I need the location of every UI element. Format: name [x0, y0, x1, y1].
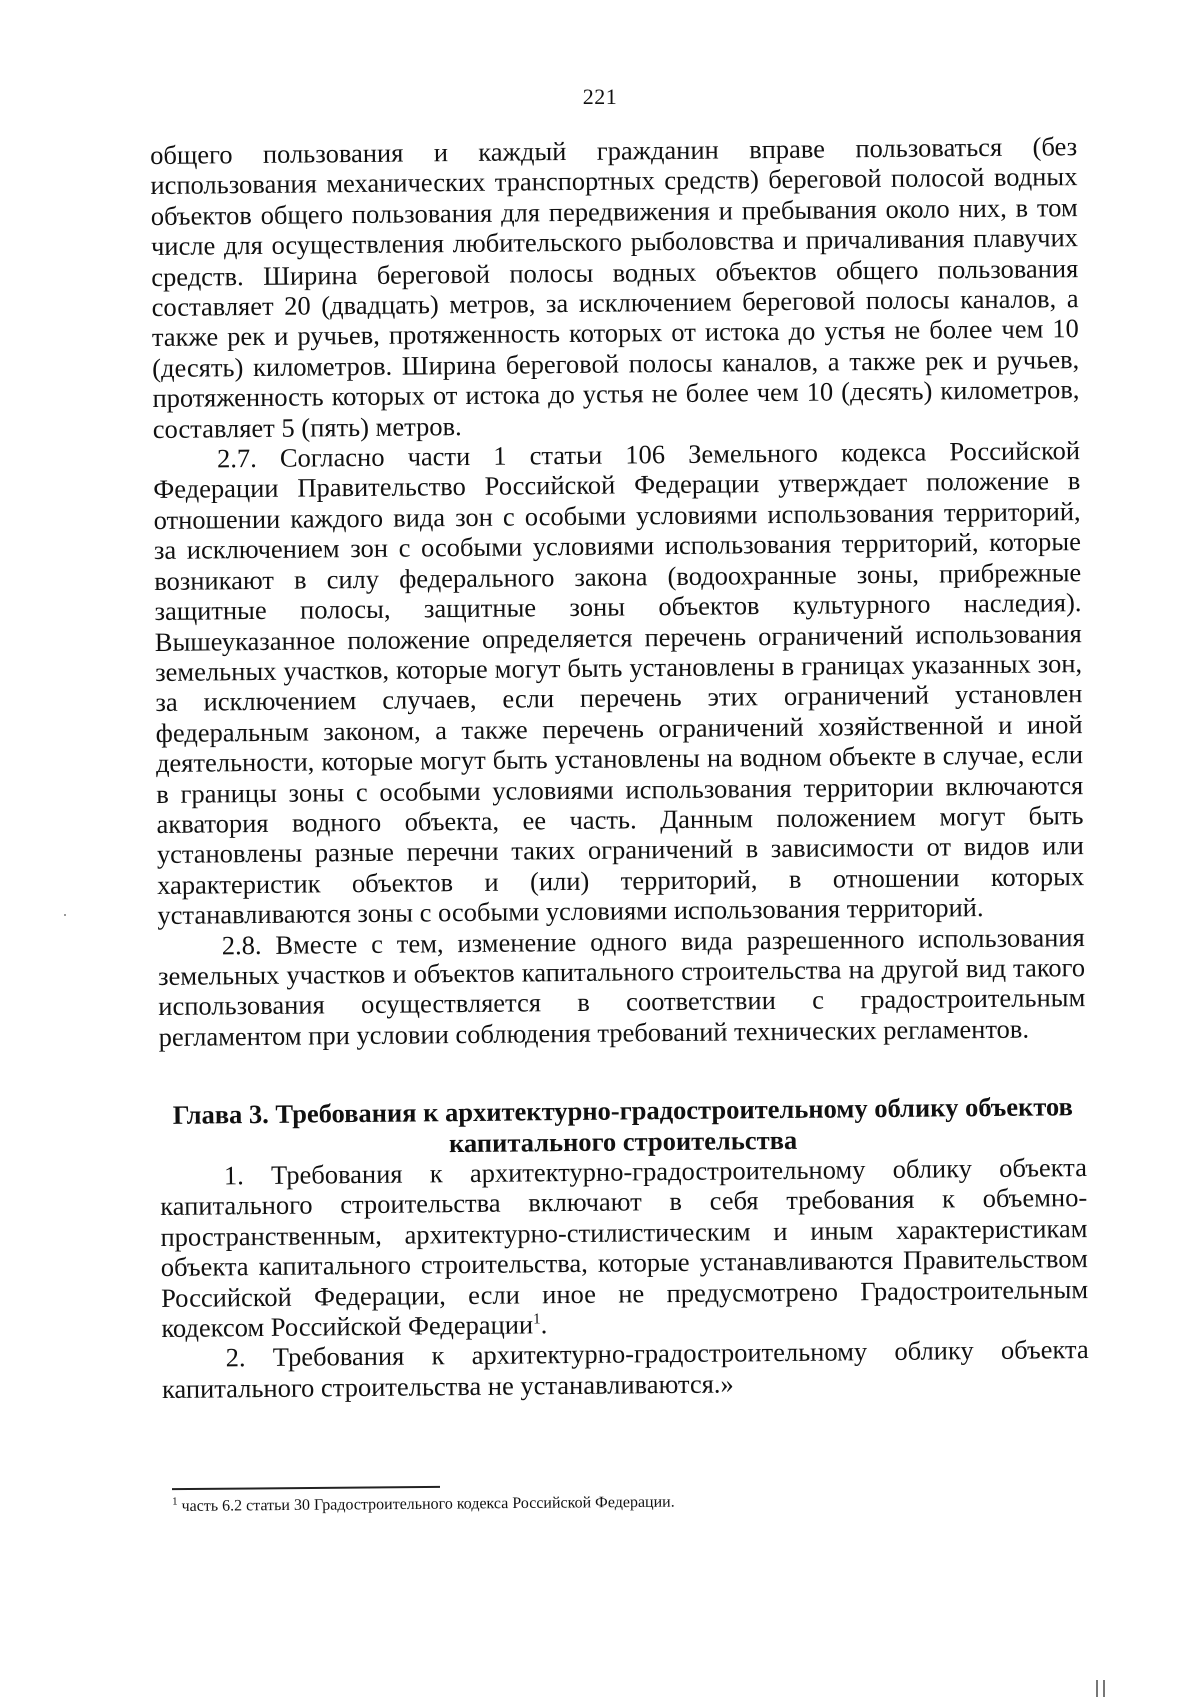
scan-edge-mark: [1103, 1680, 1105, 1697]
scan-speck: [64, 914, 66, 916]
footnote-reference: 1: [533, 1311, 541, 1328]
page-number: 221: [582, 84, 618, 109]
footnote-marker: 1: [171, 1495, 178, 1508]
paragraph-2-7: 2.7. Согласно части 1 статьи 106 Земельного кодекса Российской Федерации Правительство Российской Федерации утверждает положение в отношении каждого вида зон с особыми условиями использования территорий, за исключением зон с особыми условиями использования территорий, которые возникают в силу федерального закона (водоохранные зоны, прибрежные защитные полосы, защитные зоны объектов культурного наследия). Вышеуказанное положение определяется перечень ограничений использования земельных участков, которые могут быть установлены в границах указанных зон, за исключением случаев, если перечень этих ограничений установлен федеральным законом, а также перечень ограничений хозяйственной и иной деятельности, которые могут быть установлены на водном объекте в случае, если в границы зоны с особыми условиями использования территории включаются акватория водного объекта, ее часть. Данным положением могут быть установлены разные перечни таких ограничений в зависимости от видов или характеристик объектов и (или) территорий, в отношении которых устанавливаются зоны с особыми условиями использования территорий.: [153, 435, 1085, 931]
item-1-end: .: [540, 1309, 548, 1340]
body-text: [150, 131, 1089, 1404]
chapter-3-heading: Глава 3. Требования к архитектурно-градостроительному облику объектов капитального строительства: [172, 1091, 1074, 1158]
chapter-3-item-1: [160, 1152, 1089, 1343]
footnote: [172, 1490, 972, 1517]
item-1-text: 1. Требования к архитектурно-градостроительному облику объекта капитального строительства включают в себя требования к объемно-пространственным, архитектурно-стилистическим и иным характеристикам объекта капитального строительства, которые устанавливаются Правительством Российской Федерации, если иное не предусмотрено Градостроительным кодексом Российской Федерации: [160, 1152, 1089, 1343]
scan-edge-mark: [1096, 1680, 1098, 1697]
chapter-3-item-2: 2. Требования к архитектурно-градостроительному облику объекта капитального строительства не устанавливаются.»: [161, 1334, 1089, 1404]
footnote-text: часть 6.2 статьи 30 Градостроительного кодекса Российской Федерации.: [177, 1493, 675, 1515]
footnote-divider: [172, 1486, 440, 1490]
paragraph-2-8: 2.8. Вместе с тем, изменение одного вида разрешенного использования земельных участков и объектов капитального строительства на другой вид такого использования осуществляется в соответствии с градостроительным регламентом при условии соблюдения требований технических регламентов.: [157, 921, 1086, 1052]
paragraph-continuation: общего пользования и каждый гражданин вправе пользоваться (без использования механических транспортных средств) береговой полосой водных объектов общего пользования для передвижения и пребывания около них, в том числе для осуществления любительского рыболовства и причаливания плавучих средств. Ширина береговой полосы водных объектов общего пользования составляет 20 (двадцать) метров, за исключением береговой полосы каналов, а также рек и ручьев, протяженность которых от истока до устья не более чем 10 (десять) километров. Ширина береговой полосы каналов, а также рек и ручьев, протяженность которых от истока до устья не более чем 10 (десять) километров, составляет 5 (пять) метров.: [150, 131, 1080, 444]
